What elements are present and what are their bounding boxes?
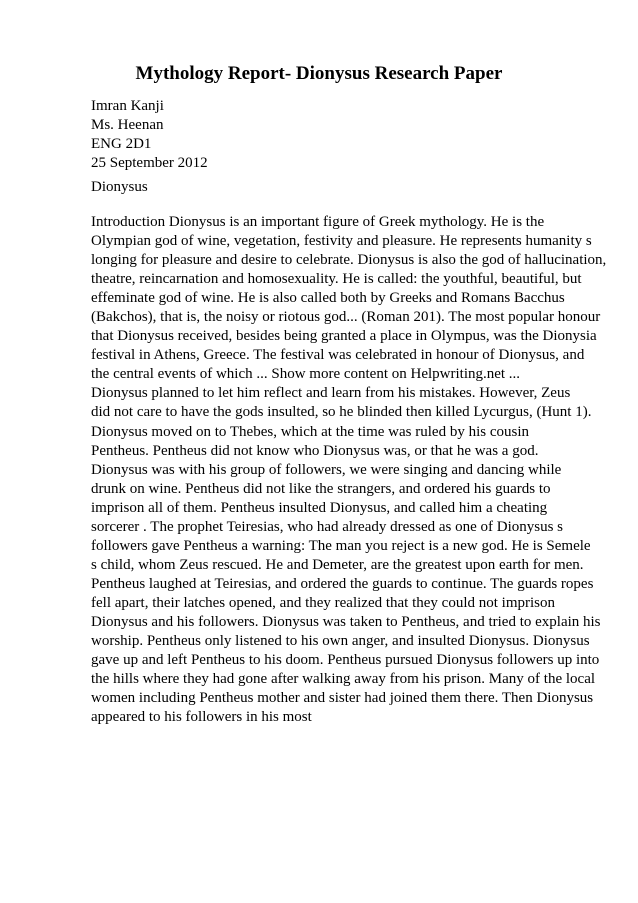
body-text-line: Pentheus. Pentheus did not know who Dionysus was, or that he was a god. [91, 442, 539, 459]
body-text-line: women including Pentheus mother and sister had joined them there. Then Dionysus [91, 690, 594, 707]
body-text-line: did not care to have the gods insulted, so he blinded then killed Lycurgus, (Hunt 1). [91, 404, 592, 421]
body-text-line: (Bakchos), that is, the noisy or riotous god... (Roman 201). The most popular honour [91, 309, 601, 326]
course-code: ENG 2D1 [91, 136, 152, 152]
body-text-line: fell apart, their latches opened, and they realized that they could not imprison [91, 594, 556, 611]
body-text-line: worship. Pentheus only listened to his own anger, and insulted Dionysus. Dionysus [91, 633, 590, 650]
body-text-line: Dionysus moved on to Thebes, which at the time was ruled by his cousin [91, 423, 529, 440]
body-text-line: gave up and left Pentheus to his doom. Pentheus pursued Dionysus followers up into [91, 652, 600, 669]
body-text-line: that Dionysus received, besides being granted a place in Olympus, was the Dionysia [91, 328, 597, 345]
author-header [91, 97, 208, 173]
section-heading: Dionysus [91, 179, 148, 195]
body-text-line: effeminate god of wine. He is also called both by Greeks and Romans Bacchus [91, 290, 565, 307]
body-text-line: festival in Athens, Greece. The festival was celebrated in honour of Dionysus, and [91, 347, 585, 364]
author-name: Imran Kanji [91, 98, 164, 114]
body-text-line: followers gave Pentheus a warning: The man you reject is a new god. He is Semele [91, 537, 591, 554]
body-text-line: the central events of which ... Show more content on Helpwriting.net ... [91, 366, 521, 383]
body-text-line: Olympian god of wine, vegetation, festivity and pleasure. He represents humanity s [91, 233, 592, 250]
body-text-line: Dionysus planned to let him reflect and learn from his mistakes. However, Zeus [91, 385, 571, 402]
body-text-line: longing for pleasure and desire to celebrate. Dionysus is also the god of hallucination, [91, 252, 607, 269]
body-text-line: Dionysus was with his group of followers, we were singing and dancing while [91, 461, 562, 478]
body-text-line: the hills where they had gone after walking away from his prison. Many of the local [91, 671, 596, 688]
body-text-line: Pentheus laughed at Teiresias, and ordered the guards to continue. The guards ropes [91, 575, 594, 592]
body-text-line: sorcerer . The prophet Teiresias, who had already dressed as one of Dionysus s [91, 518, 564, 535]
body-text-line: s child, whom Zeus rescued. He and Demeter, are the greatest upon earth for men. [91, 556, 584, 573]
teacher-name: Ms. Heenan [91, 117, 164, 133]
document-title: Mythology Report- Dionysus Research Paper [135, 63, 503, 84]
body-text-line: drunk on wine. Pentheus did not like the strangers, and ordered his guards to [91, 480, 551, 497]
body-text-line: theatre, reincarnation and homosexuality. He is called: the youthful, beautiful, but [91, 271, 582, 288]
body-text-line: appeared to his followers in his most [91, 709, 312, 726]
body-text-line: imprison all of them. Pentheus insulted Dionysus, and called him a cheating [91, 499, 548, 516]
document-date: 25 September 2012 [91, 155, 208, 171]
body-text [91, 213, 636, 727]
body-text-line: Dionysus and his followers. Dionysus was taken to Pentheus, and tried to explain his [91, 613, 601, 630]
body-text-line: Introduction Dionysus is an important figure of Greek mythology. He is the [91, 214, 545, 230]
